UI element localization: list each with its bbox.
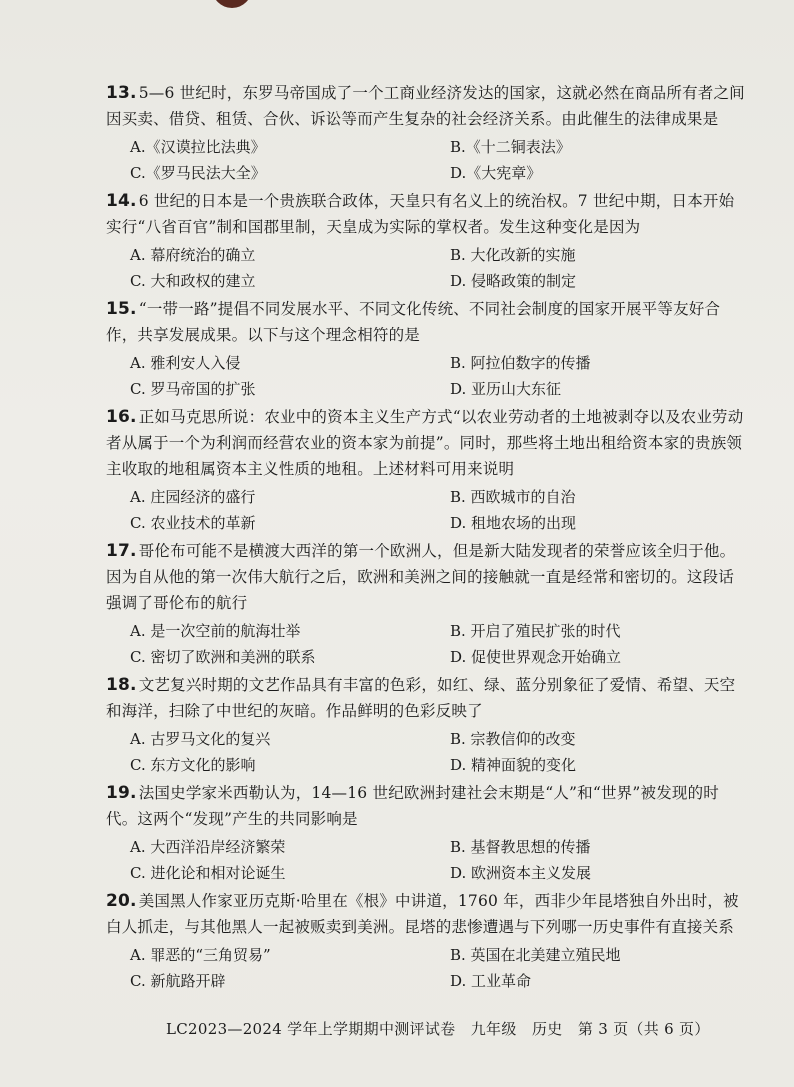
question-number: 14. (106, 191, 137, 211)
option-c[interactable]: C. 密切了欧洲和美洲的联系 (130, 648, 316, 666)
option-c[interactable]: C.《罗马民法大全》 (130, 164, 266, 182)
option-d[interactable]: D. 工业革命 (450, 972, 532, 990)
question-number: 17. (106, 541, 137, 561)
question-text: 正如马克思所说：农业中的资本主义生产方式“以农业劳动者的土地被剥夺以及农业劳动者从属于一个为利润而经营农业的资本家为前提”。同时，那些将土地出租给资本家的贵族领主收取的地租属资本主义性质的地租。上述材料可用来说明 (106, 408, 744, 478)
question-stem (106, 672, 746, 724)
options (106, 134, 746, 186)
binding-hole-mark (212, 0, 252, 8)
option-a[interactable]: A. 雅利安人入侵 (130, 354, 241, 372)
question-17 (106, 538, 746, 670)
options (106, 834, 746, 886)
option-c[interactable]: C. 进化论和相对论诞生 (130, 864, 286, 882)
option-d[interactable]: D. 租地农场的出现 (450, 514, 577, 532)
question-number: 13. (106, 83, 137, 103)
question-19 (106, 780, 746, 886)
question-18 (106, 672, 746, 778)
question-number: 20. (106, 891, 137, 911)
options (106, 726, 746, 778)
page-footer: LC2023—2024 学年上学期期中测评试卷 九年级 历史 第 3 页（共 6 页） (166, 1020, 710, 1038)
options (106, 942, 746, 994)
question-14 (106, 188, 746, 294)
question-number: 19. (106, 783, 137, 803)
option-d[interactable]: D. 促使世界观念开始确立 (450, 648, 622, 666)
question-stem (106, 538, 746, 616)
question-text: 文艺复兴时期的文艺作品具有丰富的色彩，如红、绿、蓝分别象征了爱情、希望、天空和海洋，扫除了中世纪的灰暗。作品鲜明的色彩反映了 (106, 676, 736, 720)
option-c[interactable]: C. 农业技术的革新 (130, 514, 256, 532)
option-c[interactable]: C. 大和政权的建立 (130, 272, 256, 290)
option-a[interactable]: A. 古罗马文化的复兴 (130, 730, 271, 748)
question-15 (106, 296, 746, 402)
question-stem (106, 296, 746, 348)
options (106, 484, 746, 536)
question-text: 6 世纪的日本是一个贵族联合政体，天皇只有名义上的统治权。7 世纪中期，日本开始实行“八省百官”制和国郡里制，天皇成为实际的掌权者。发生这种变化是因为 (106, 192, 735, 236)
option-b[interactable]: B. 大化改新的实施 (450, 246, 576, 264)
option-a[interactable]: A. 是一次空前的航海壮举 (130, 622, 301, 640)
option-b[interactable]: B.《十二铜表法》 (450, 138, 571, 156)
question-text: “一带一路”提倡不同发展水平、不同文化传统、不同社会制度的国家开展平等友好合作，共享发展成果。以下与这个理念相符的是 (106, 300, 721, 344)
option-c[interactable]: C. 罗马帝国的扩张 (130, 380, 256, 398)
question-number: 16. (106, 407, 137, 427)
question-text: 哥伦布可能不是横渡大西洋的第一个欧洲人，但是新大陆发现者的荣誉应该全归于他。因为自从他的第一次伟大航行之后，欧洲和美洲之间的接触就一直是经常和密切的。这段话强调了哥伦布的航行 (106, 542, 736, 612)
option-a[interactable]: A. 庄园经济的盛行 (130, 488, 256, 506)
option-d[interactable]: D.《大宪章》 (450, 164, 542, 182)
question-text: 法国史学家米西勒认为，14—16 世纪欧洲封建社会末期是“人”和“世界”被发现的时代。这两个“发现”产生的共同影响是 (106, 784, 719, 828)
option-c[interactable]: C. 新航路开辟 (130, 972, 226, 990)
question-stem (106, 80, 746, 132)
option-d[interactable]: D. 亚历山大东征 (450, 380, 562, 398)
option-b[interactable]: B. 基督教思想的传播 (450, 838, 591, 856)
question-stem (106, 404, 746, 482)
option-b[interactable]: B. 英国在北美建立殖民地 (450, 946, 621, 964)
question-text: 美国黑人作家亚历克斯·哈里在《根》中讲道，1760 年，西非少年昆塔独自外出时，被白人抓走，与其他黑人一起被贩卖到美洲。昆塔的悲惨遭遇与下列哪一历史事件有直接关系 (106, 892, 739, 936)
question-20 (106, 888, 746, 994)
question-stem (106, 188, 746, 240)
question-16 (106, 404, 746, 536)
option-b[interactable]: B. 宗教信仰的改变 (450, 730, 576, 748)
options (106, 242, 746, 294)
option-a[interactable]: A. 大西洋沿岸经济繁荣 (130, 838, 286, 856)
option-a[interactable]: A. 罪恶的“三角贸易” (130, 946, 271, 964)
option-b[interactable]: B. 阿拉伯数字的传播 (450, 354, 591, 372)
question-text: 5—6 世纪时，东罗马帝国成了一个工商业经济发达的国家，这就必然在商品所有者之间因买卖、借贷、租赁、合伙、诉讼等而产生复杂的社会经济关系。由此催生的法律成果是 (106, 84, 745, 128)
question-number: 18. (106, 675, 137, 695)
option-d[interactable]: D. 精神面貌的变化 (450, 756, 577, 774)
option-c[interactable]: C. 东方文化的影响 (130, 756, 256, 774)
question-stem (106, 780, 746, 832)
question-13 (106, 80, 746, 186)
option-b[interactable]: B. 开启了殖民扩张的时代 (450, 622, 621, 640)
option-b[interactable]: B. 西欧城市的自治 (450, 488, 576, 506)
option-a[interactable]: A. 幕府统治的确立 (130, 246, 256, 264)
question-stem (106, 888, 746, 940)
option-a[interactable]: A.《汉谟拉比法典》 (130, 138, 266, 156)
options (106, 618, 746, 670)
options (106, 350, 746, 402)
option-d[interactable]: D. 侵略政策的制定 (450, 272, 577, 290)
question-number: 15. (106, 299, 137, 319)
option-d[interactable]: D. 欧洲资本主义发展 (450, 864, 592, 882)
